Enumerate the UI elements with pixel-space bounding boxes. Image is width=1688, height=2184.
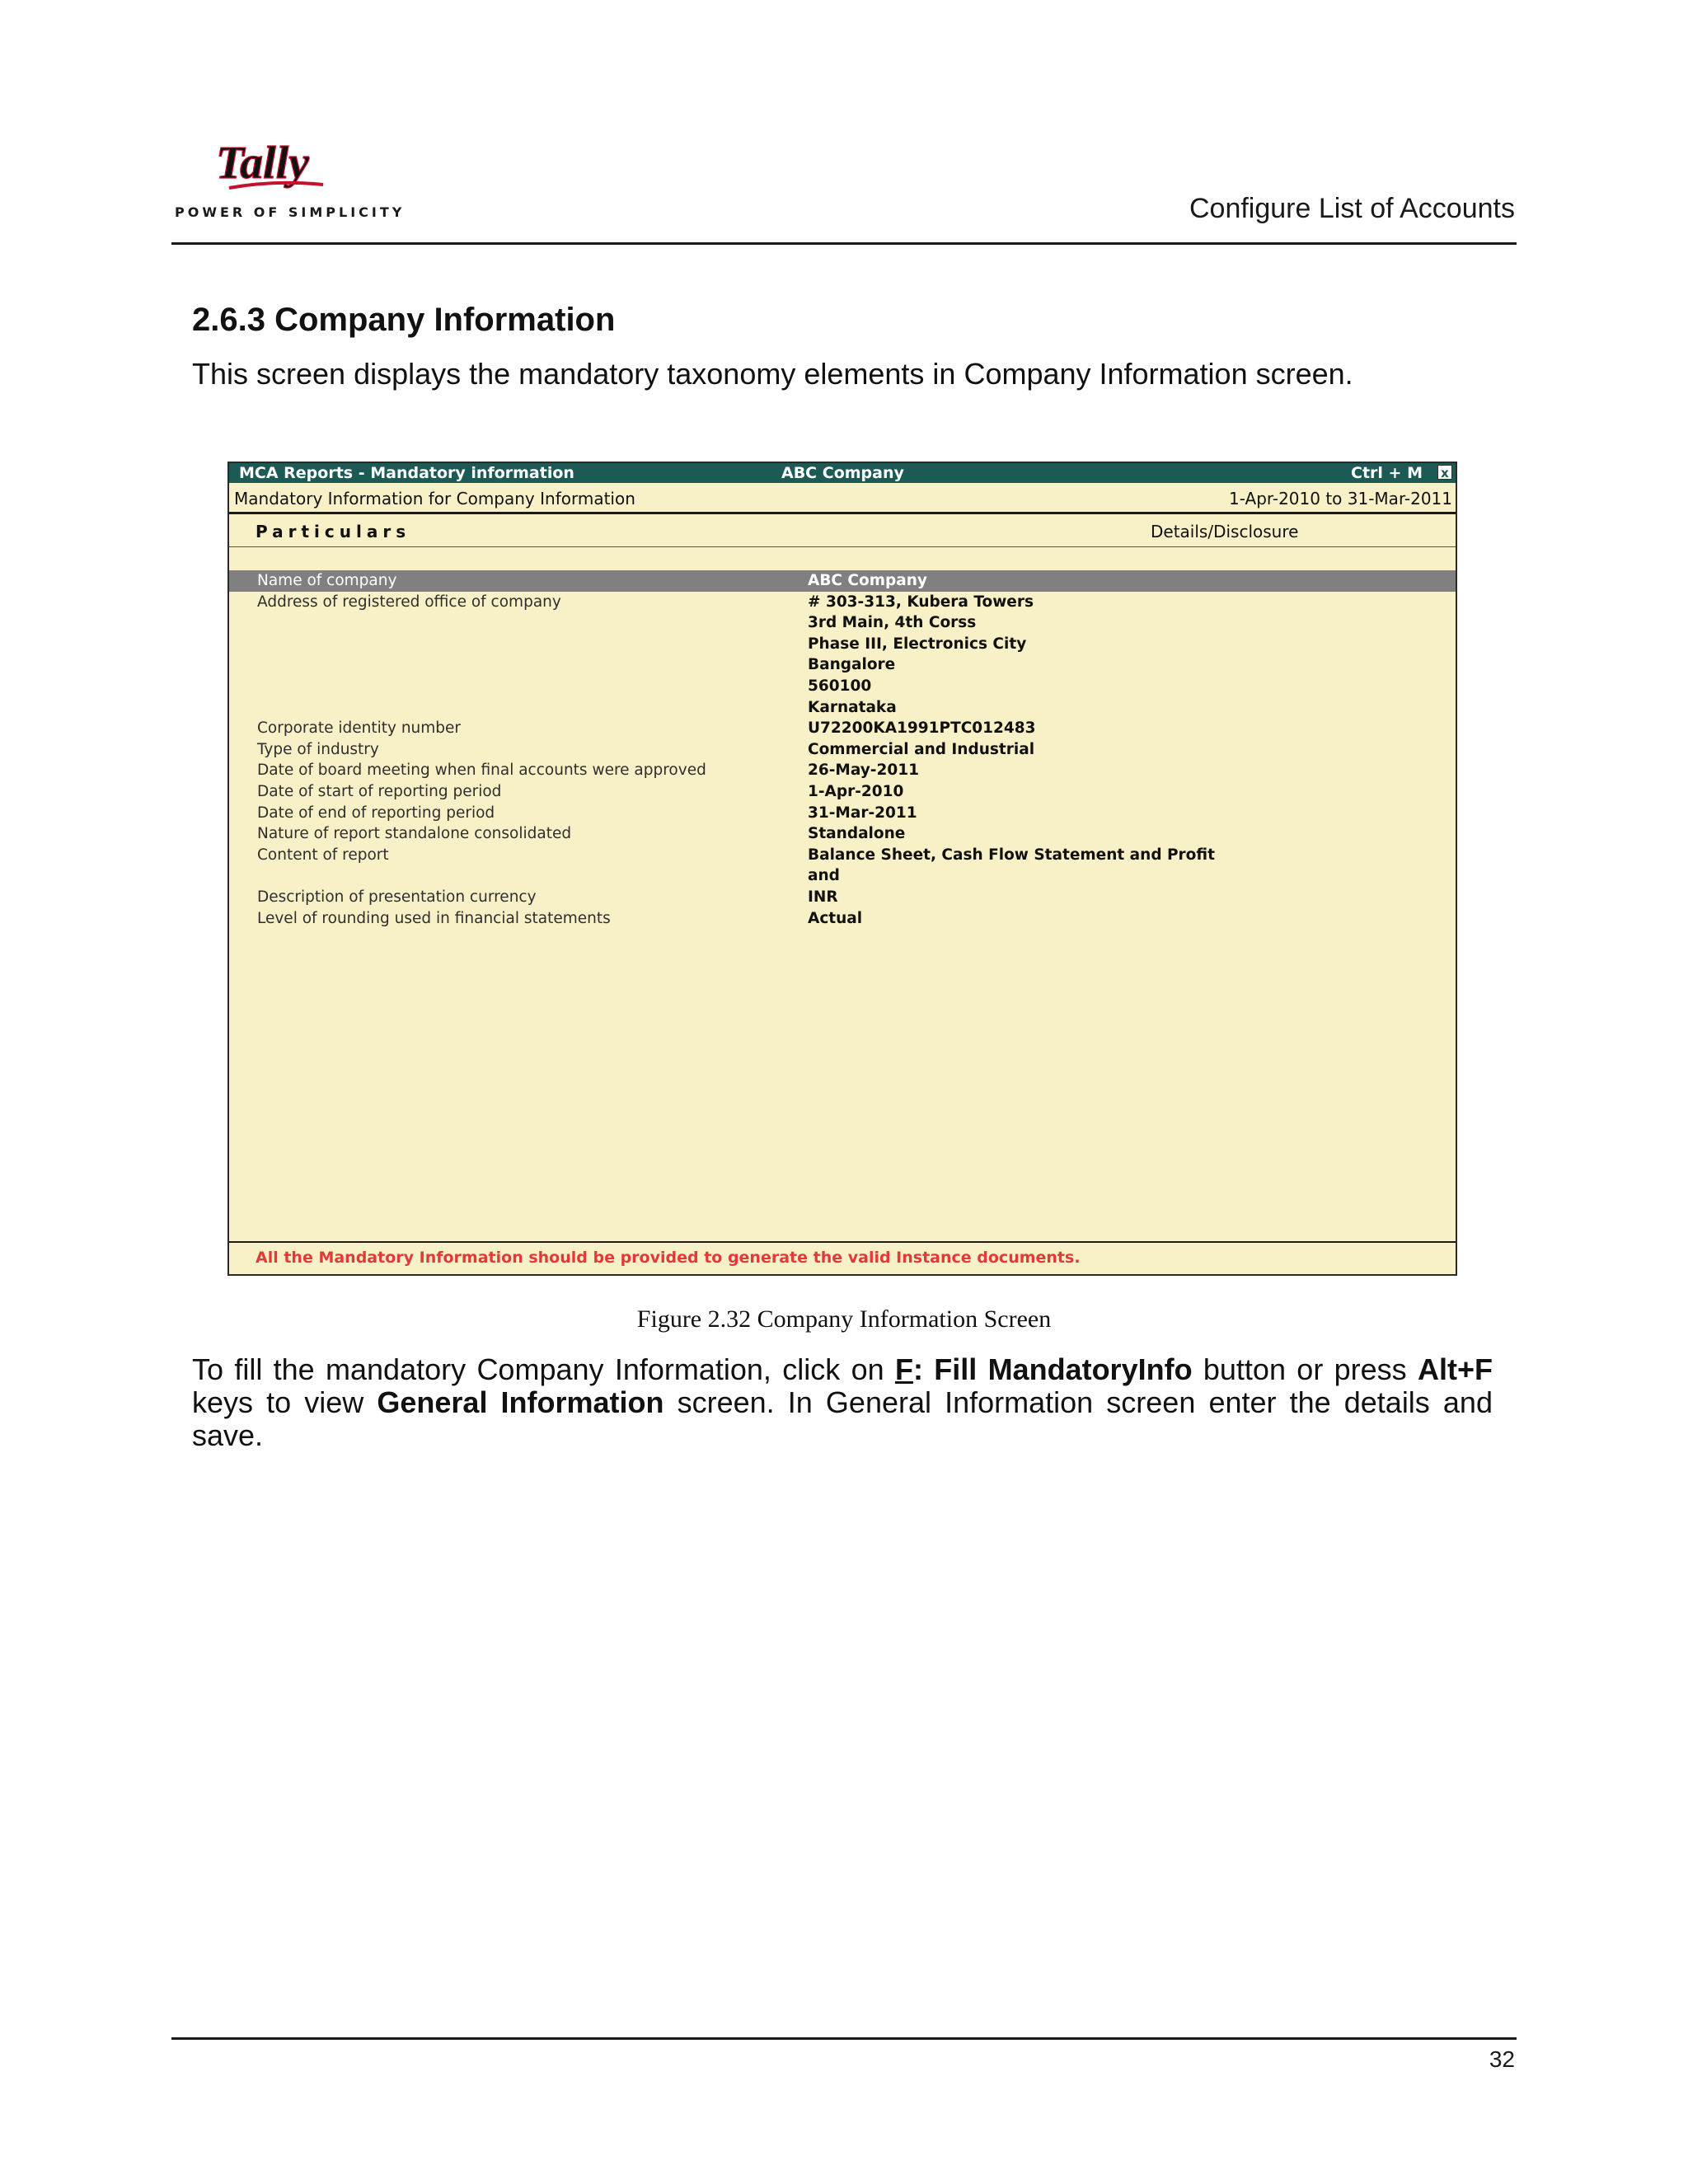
item-value: Bangalore	[808, 656, 896, 674]
paragraph-text: To fill the mandatory Company Information, click on	[192, 1352, 895, 1386]
paragraph-text: button or press	[1192, 1352, 1418, 1386]
footer-rule	[171, 2037, 1517, 2040]
list-item[interactable]	[229, 887, 1456, 908]
list-item[interactable]	[229, 845, 1456, 866]
item-label: Date of board meeting when final accounts were approved	[257, 762, 706, 780]
item-value: 3rd Main, 4th Corss	[808, 614, 977, 632]
column-headers	[229, 514, 1456, 547]
section-heading: 2.6.3 Company Information	[192, 302, 616, 338]
item-label: Level of rounding used in financial statements	[257, 909, 611, 927]
paragraph-text: screen. In General Information screen enter the details and save.	[192, 1385, 1493, 1452]
item-value: ABC Company	[808, 572, 927, 589]
item-label: Date of end of reporting period	[257, 804, 495, 822]
titlebar-shortcut: Ctrl + M	[1351, 464, 1423, 482]
list-item[interactable]	[229, 612, 1456, 634]
titlebar-report-name: MCA Reports - Mandatory information	[239, 464, 574, 482]
item-label: Date of start of reporting period	[257, 782, 502, 800]
section-intro: This screen displays the mandatory taxonomy elements in Company Information screen.	[192, 357, 1353, 391]
list-item[interactable]	[229, 908, 1456, 930]
item-value: Actual	[808, 909, 863, 927]
item-label: Address of registered office of company	[257, 593, 561, 611]
paragraph-text: keys to view	[192, 1385, 377, 1419]
item-label: Type of industry	[257, 740, 379, 758]
information-list	[229, 570, 1456, 929]
item-value: # 303-313, Kubera Towers	[808, 593, 1034, 611]
item-label: Nature of report standalone consolidated	[257, 825, 572, 843]
tally-logo-mark	[211, 137, 335, 194]
item-value: 26-May-2011	[808, 762, 919, 780]
list-item[interactable]	[229, 781, 1456, 803]
list-item[interactable]	[229, 592, 1456, 613]
item-value: Karnataka	[808, 698, 897, 716]
screen-subhead	[229, 483, 1456, 514]
list-item[interactable]	[229, 760, 1456, 781]
chapter-title: Configure List of Accounts	[1189, 193, 1515, 224]
subhead-period: 1-Apr-2010 to 31-Mar-2011	[1229, 489, 1452, 509]
list-item[interactable]	[229, 865, 1456, 887]
svg-text:Tally: Tally	[216, 138, 310, 189]
screen-titlebar	[229, 463, 1456, 483]
subhead-title: Mandatory Information for Company Information	[234, 489, 635, 509]
list-item[interactable]	[229, 654, 1456, 676]
header-rule	[171, 242, 1517, 245]
item-value: 560100	[808, 677, 872, 695]
item-value: U72200KA1991PTC012483	[808, 719, 1036, 738]
item-label: Description of presentation currency	[257, 888, 537, 906]
titlebar-company-name: ABC Company	[781, 464, 904, 482]
mandatory-warning: All the Mandatory Information should be provided to generate the valid Instance documents.	[256, 1249, 1081, 1267]
shortcut-keys: Alt+F	[1417, 1352, 1493, 1386]
item-value: and	[808, 867, 840, 885]
list-item[interactable]	[229, 803, 1456, 824]
tally-logo	[175, 137, 406, 223]
list-item[interactable]	[229, 634, 1456, 655]
general-information-screen-name: General Information	[377, 1385, 664, 1419]
item-value: INR	[808, 888, 838, 906]
logo-tagline: POWER OF SIMPLICITY	[175, 204, 406, 220]
item-value: Phase III, Electronics City	[808, 635, 1027, 653]
column-details: Details/Disclosure	[1151, 522, 1299, 541]
screen-footer	[229, 1241, 1456, 1274]
fill-key: F	[894, 1352, 913, 1386]
item-value: Standalone	[808, 825, 906, 843]
item-label: Corporate identity number	[257, 719, 462, 738]
fill-mandatory-info-button-name: : Fill MandatoryInfo	[912, 1352, 1193, 1386]
column-particulars: Particulars	[256, 522, 411, 541]
page-number: 32	[1489, 2046, 1515, 2072]
item-value: Commercial and Industrial	[808, 740, 1035, 758]
item-value: 1-Apr-2010	[808, 782, 904, 800]
list-item[interactable]	[229, 570, 1456, 592]
list-item[interactable]	[229, 739, 1456, 761]
figure-caption: Figure 2.32 Company Information Screen	[636, 1305, 1052, 1333]
item-label: Name of company	[257, 572, 397, 589]
list-item[interactable]	[229, 697, 1456, 719]
company-information-screen	[227, 462, 1457, 1276]
item-label: Content of report	[257, 846, 389, 864]
list-item[interactable]	[229, 718, 1456, 739]
instruction-paragraph	[192, 1353, 1493, 1452]
list-item[interactable]	[229, 676, 1456, 697]
item-value: 31-Mar-2011	[808, 804, 917, 822]
close-icon[interactable]: x	[1437, 465, 1452, 480]
list-item[interactable]	[229, 823, 1456, 845]
item-value: Balance Sheet, Cash Flow Statement and Profit	[808, 846, 1215, 864]
